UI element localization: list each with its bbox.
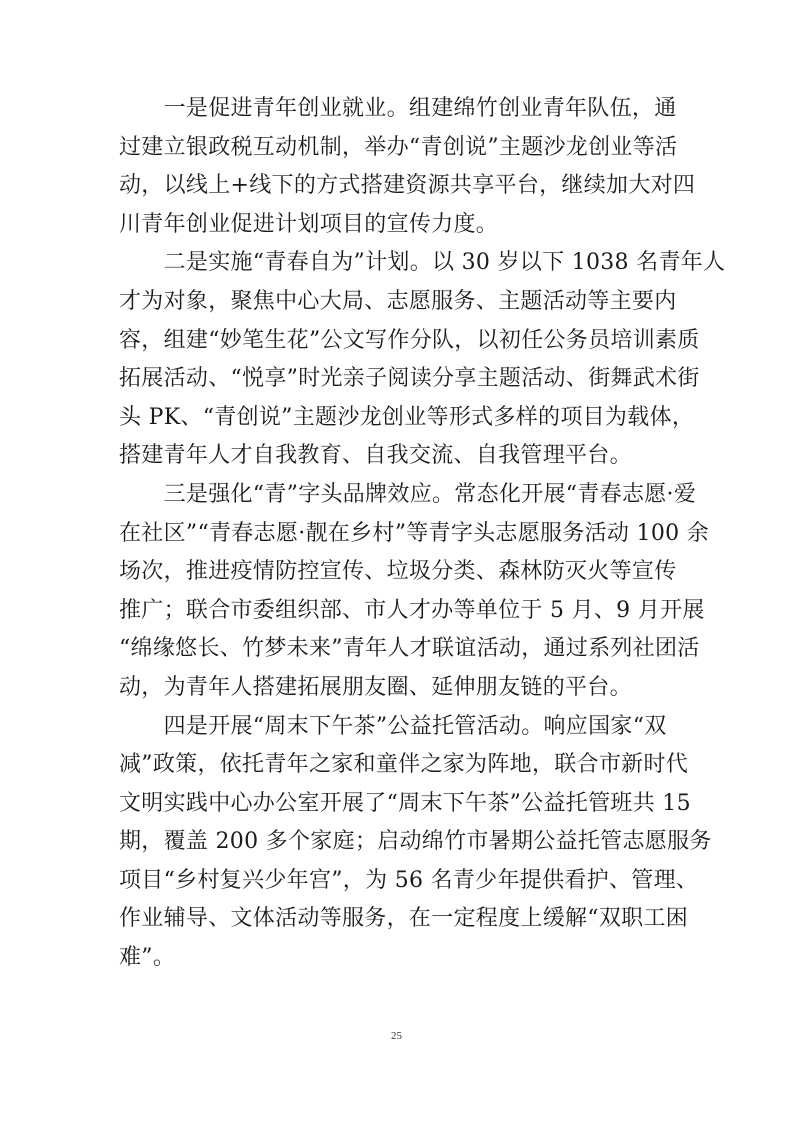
text-line: 搭建青年人才自我教育、自我交流、自我管理平台。 <box>119 443 632 469</box>
text-line: “绵缘悠长、竹梦未来”青年人才联谊活动，通过系列社团活 <box>119 636 700 662</box>
text-line: 三是强化“青”字头品牌效应。常态化开展“青春志愿·爱 <box>119 481 697 507</box>
text-line: 拓展活动、“悦享”时光亲子阅读分享主题活动、街舞武术街 <box>119 366 700 392</box>
text-line: 推广；联合市委组织部、市人才办等单位于 5 月、9 月开展 <box>119 597 705 623</box>
text-line: 文明实践中心办公室开展了“周末下午茶”公益托管班共 15 <box>119 790 691 816</box>
text-line: 二是实施“青春自为”计划。以 30 岁以下 1038 名青年人 <box>119 250 726 276</box>
text-line: 场次，推进疫情防控宣传、垃圾分类、森林防灭火等宣传 <box>119 559 677 585</box>
document-body <box>119 96 726 984</box>
text-line: 一是促进青年创业就业。组建绵竹创业青年队伍，通 <box>119 96 677 121</box>
text-line: 四是开展“周末下午茶”公益托管活动。响应国家“双 <box>119 713 667 739</box>
text-line: 期，覆盖 200 多个家庭；启动绵竹市暑期公益托管志愿服务 <box>119 829 712 855</box>
text-line: 过建立银政税互动机制，举办“青创说”主题沙龙创业等活 <box>119 134 678 160</box>
text-line: 项目“乡村复兴少年宫”，为 56 名青少年提供看护、管理、 <box>119 867 699 893</box>
text-line: 在社区”“青春志愿·靓在乡村”等青字头志愿服务活动 100 余 <box>119 520 710 546</box>
page-number: 25 <box>391 1030 402 1042</box>
text-line: 川青年创业促进计划项目的宣传力度。 <box>119 211 499 237</box>
text-line: 难”。 <box>119 945 176 971</box>
text-line: 作业辅导、文体活动等服务，在一定程度上缓解“双职工困 <box>119 906 689 932</box>
text-line: 减”政策，依托青年之家和童伴之家为阵地，联合市新时代 <box>119 752 689 778</box>
text-line: 容，组建“妙笔生花”公文写作分队，以初任公务员培训素质 <box>119 327 700 353</box>
text-line: 动，以线上+线下的方式搭建资源共享平台，继续加大对四 <box>119 173 696 199</box>
text-line: 头 PK、“青创说”主题沙龙创业等形式多样的项目为载体， <box>119 404 695 430</box>
text-line: 才为对象，聚焦中心大局、志愿服务、主题活动等主要内 <box>119 288 677 314</box>
text-line: 动，为青年人搭建拓展朋友圈、延伸朋友链的平台。 <box>119 674 632 700</box>
